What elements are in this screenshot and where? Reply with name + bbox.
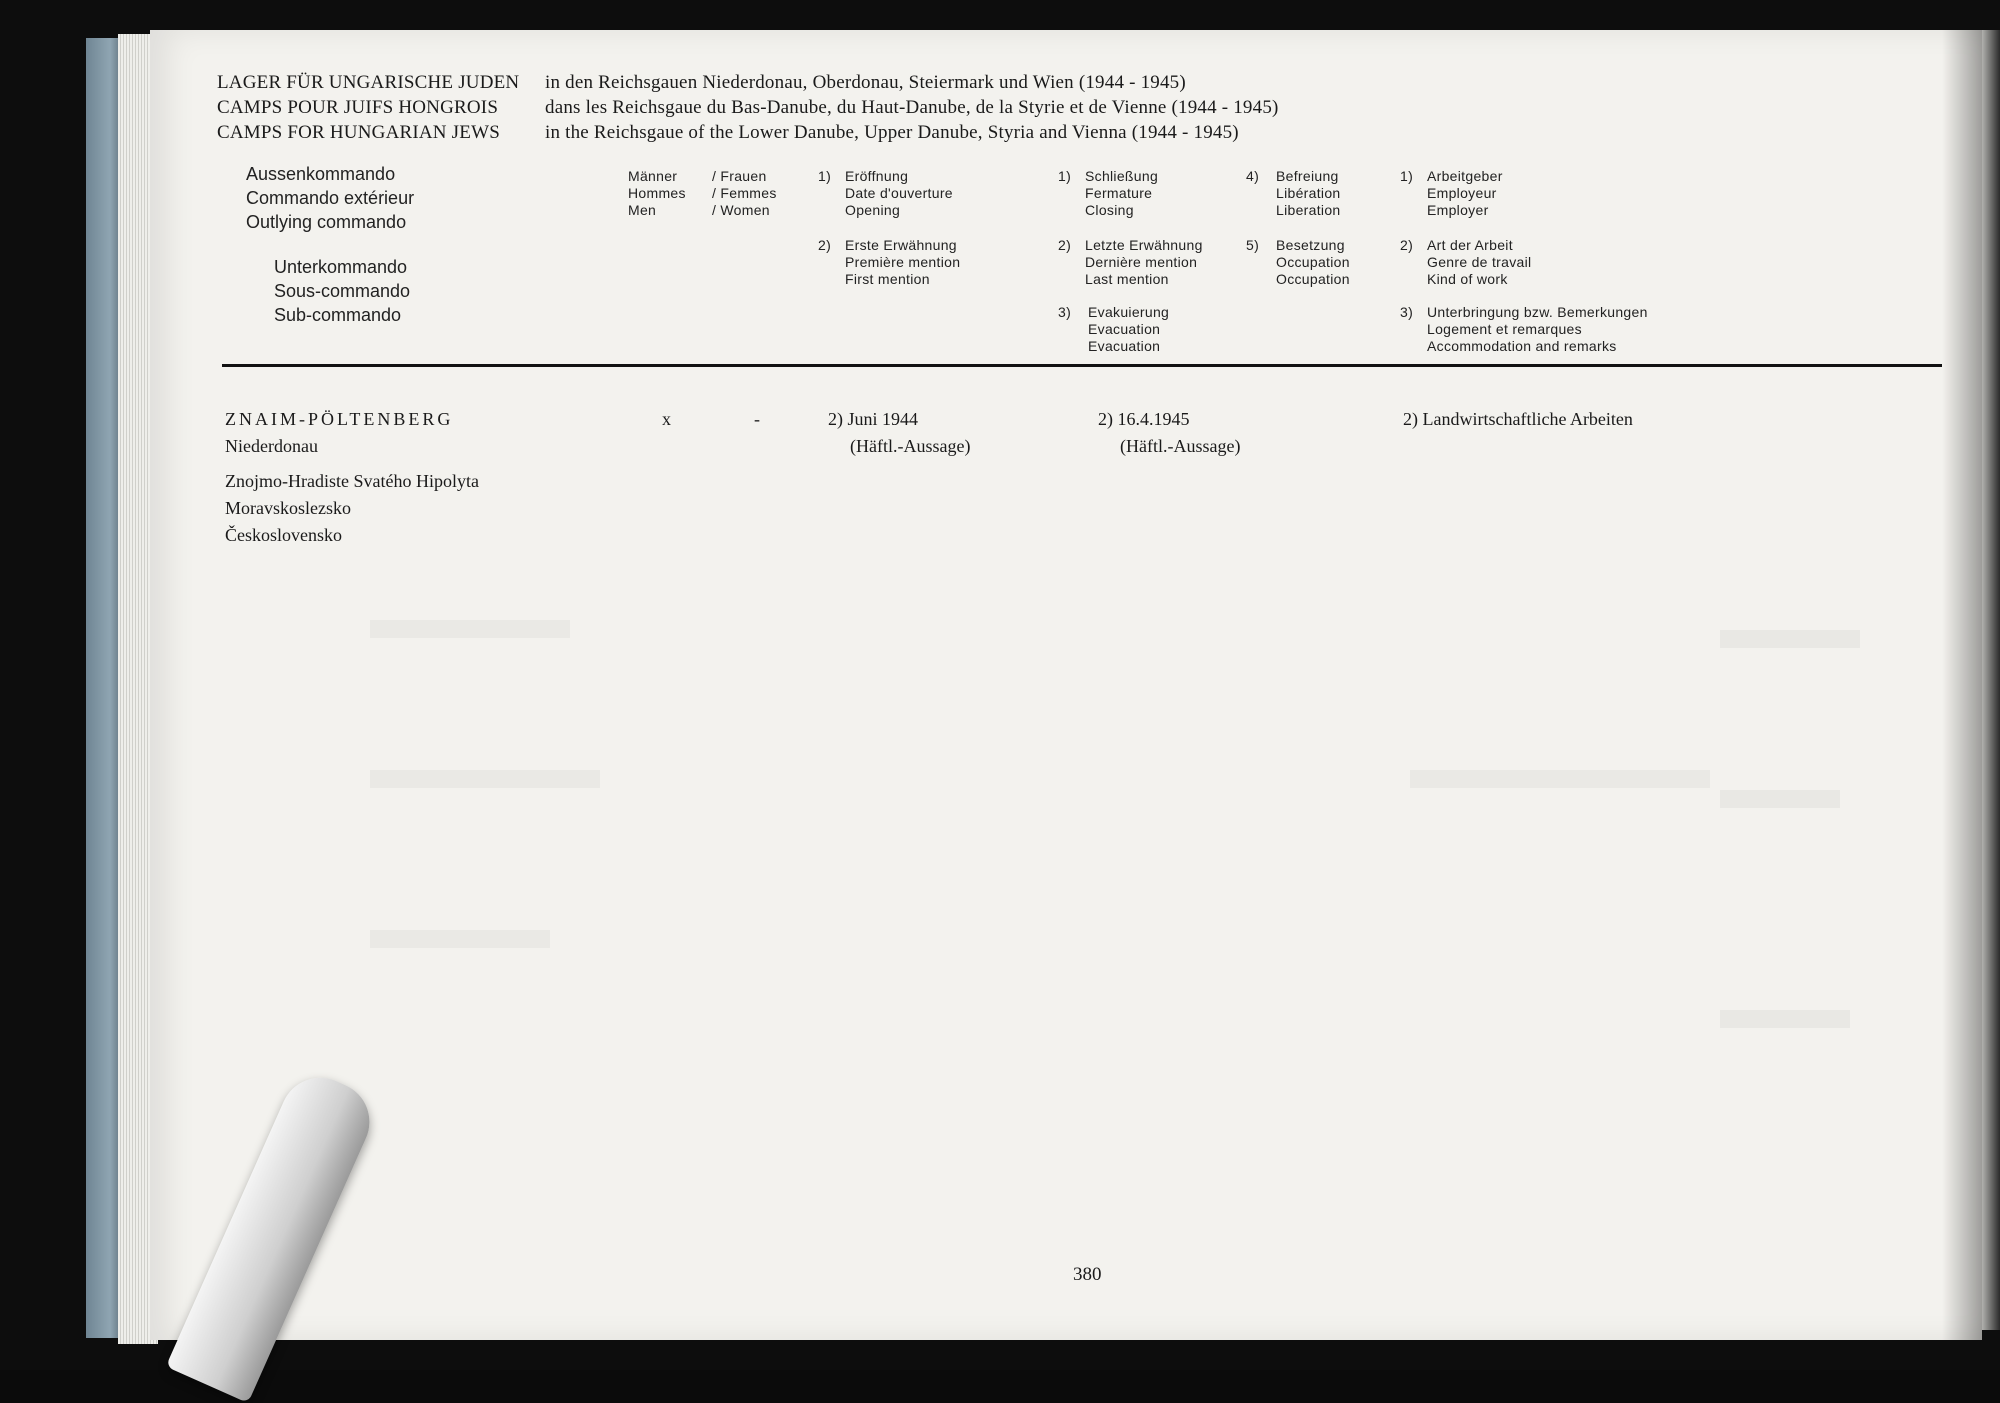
- legend-evacuation: [1088, 304, 1169, 355]
- legend-women: [712, 168, 777, 219]
- legend-opening: [845, 168, 953, 219]
- camp-alt-name-1: Znojmo-Hradiste Svatého Hipolyta: [225, 471, 479, 491]
- legend-closing-fr: Fermature: [1085, 185, 1153, 201]
- legend-first-mention-de: Erste Erwähnung: [845, 237, 957, 253]
- legend-occupation: [1276, 237, 1350, 288]
- legend-outlying-en: Outlying commando: [246, 212, 407, 232]
- legend-last-mention-fr: Dernière mention: [1085, 254, 1198, 270]
- legend-evacuation-en: Evacuation: [1088, 338, 1161, 354]
- legend-accommodation-fr: Logement et remarques: [1427, 321, 1582, 337]
- legend-accommodation-en: Accommodation and remarks: [1427, 338, 1617, 354]
- legend-evacuation-de: Evakuierung: [1088, 304, 1170, 320]
- header-rule: [222, 364, 1942, 367]
- camp-last-mention-date: 2) 16.4.1945: [1098, 409, 1190, 429]
- page-number: 380: [1073, 1264, 1102, 1285]
- camp-region: Niederdonau: [225, 436, 318, 456]
- legend-men-de: Männer: [628, 168, 678, 184]
- legend-liberation-fr: Libération: [1276, 185, 1341, 201]
- camp-alt-name-3: Československo: [225, 525, 342, 545]
- legend-employer-en: Employer: [1427, 202, 1489, 218]
- camp-name: ZNAIM-PÖLTENBERG: [225, 409, 454, 429]
- legend-work-fr: Genre de travail: [1427, 254, 1532, 270]
- legend-opening-num: 1): [818, 168, 832, 184]
- legend-occupation-en: Occupation: [1276, 271, 1350, 287]
- legend-employer-fr: Employeur: [1427, 185, 1497, 201]
- legend-sub-en: Sub-commando: [274, 305, 402, 325]
- camp-men: x: [662, 409, 671, 429]
- legend-accommodation-num: 3): [1400, 304, 1414, 320]
- legend-last-mention: [1085, 237, 1203, 288]
- legend-men-en: Men: [628, 202, 657, 218]
- legend-work-de: Art der Arbeit: [1427, 237, 1513, 253]
- legend-first-mention-num: 2): [818, 237, 832, 253]
- gutter-shadow: [1942, 30, 1982, 1340]
- header-right-en: in the Reichsgaue of the Lower Danube, Upper Danube, Styria and Vienna (1944 - 1945): [545, 122, 1239, 143]
- camp-women: -: [754, 409, 760, 429]
- legend-men: [628, 168, 686, 219]
- legend-first-mention-fr: Première mention: [845, 254, 961, 270]
- legend-closing-en: Closing: [1085, 202, 1134, 218]
- camp-entry: [225, 406, 479, 549]
- legend-closing: [1085, 168, 1158, 219]
- header-left-fr: CAMPS POUR JUIFS HONGROIS: [217, 97, 499, 118]
- legend-sub-fr: Sous-commando: [274, 281, 411, 301]
- legend-occupation-num: 5): [1246, 237, 1260, 253]
- legend-work: [1427, 237, 1531, 288]
- legend-evacuation-num: 3): [1058, 304, 1072, 320]
- camp-alt-name-2: Moravskoslezsko: [225, 498, 351, 518]
- legend-liberation-num: 4): [1246, 168, 1260, 184]
- legend-women-de: / Frauen: [712, 168, 767, 184]
- legend-liberation-en: Liberation: [1276, 202, 1341, 218]
- legend-first-mention: [845, 237, 960, 288]
- legend-closing-de: Schließung: [1085, 168, 1159, 184]
- camp-last-mention: [1098, 406, 1240, 460]
- legend-last-mention-num: 2): [1058, 237, 1072, 253]
- legend-women-en: / Women: [712, 202, 770, 218]
- legend-women-fr: / Femmes: [712, 185, 777, 201]
- legend-employer-num: 1): [1400, 168, 1414, 184]
- legend-employer: [1427, 168, 1503, 219]
- header-left-en: CAMPS FOR HUNGARIAN JEWS: [217, 122, 500, 143]
- book-page: [150, 30, 1982, 1340]
- legend-accommodation-de: Unterbringung bzw. Bemerkungen: [1427, 304, 1648, 320]
- legend-work-en: Kind of work: [1427, 271, 1508, 287]
- legend-sub: [274, 255, 410, 327]
- camp-first-mention: [828, 406, 970, 460]
- legend-closing-num: 1): [1058, 168, 1072, 184]
- header-left: [217, 70, 519, 145]
- legend-evacuation-fr: Evacuation: [1088, 321, 1161, 337]
- legend-occupation-fr: Occupation: [1276, 254, 1350, 270]
- legend-outlying: [246, 162, 414, 234]
- legend-work-num: 2): [1400, 237, 1414, 253]
- legend-opening-fr: Date d'ouverture: [845, 185, 953, 201]
- legend-sub-de: Unterkommando: [274, 257, 408, 277]
- legend-outlying-fr: Commando extérieur: [246, 188, 415, 208]
- legend-last-mention-en: Last mention: [1085, 271, 1169, 287]
- camp-work: 2) Landwirtschaftliche Arbeiten: [1403, 409, 1633, 429]
- header-right-fr: dans les Reichsgaue du Bas-Danube, du Haut-Danube, de la Styrie et de Vienne (1944 - 1945): [545, 97, 1279, 118]
- legend-opening-en: Opening: [845, 202, 901, 218]
- legend-outlying-de: Aussenkommando: [246, 164, 396, 184]
- legend-accommodation: [1427, 304, 1648, 355]
- camp-last-mention-source: (Häftl.-Aussage): [1120, 436, 1241, 456]
- legend-occupation-de: Besetzung: [1276, 237, 1345, 253]
- camp-first-mention-date: 2) Juni 1944: [828, 409, 918, 429]
- camp-first-mention-source: (Häftl.-Aussage): [850, 436, 971, 456]
- legend-liberation-de: Befreiung: [1276, 168, 1339, 184]
- header-right: [545, 70, 1279, 145]
- legend-employer-de: Arbeitgeber: [1427, 168, 1503, 184]
- header-right-de: in den Reichsgauen Niederdonau, Oberdonau, Steiermark und Wien (1944 - 1945): [545, 72, 1186, 93]
- header-left-de: LAGER FÜR UNGARISCHE JUDEN: [217, 72, 520, 93]
- legend-last-mention-de: Letzte Erwähnung: [1085, 237, 1203, 253]
- legend-opening-de: Eröffnung: [845, 168, 909, 184]
- legend-liberation: [1276, 168, 1341, 219]
- legend-men-fr: Hommes: [628, 185, 686, 201]
- legend-first-mention-en: First mention: [845, 271, 930, 287]
